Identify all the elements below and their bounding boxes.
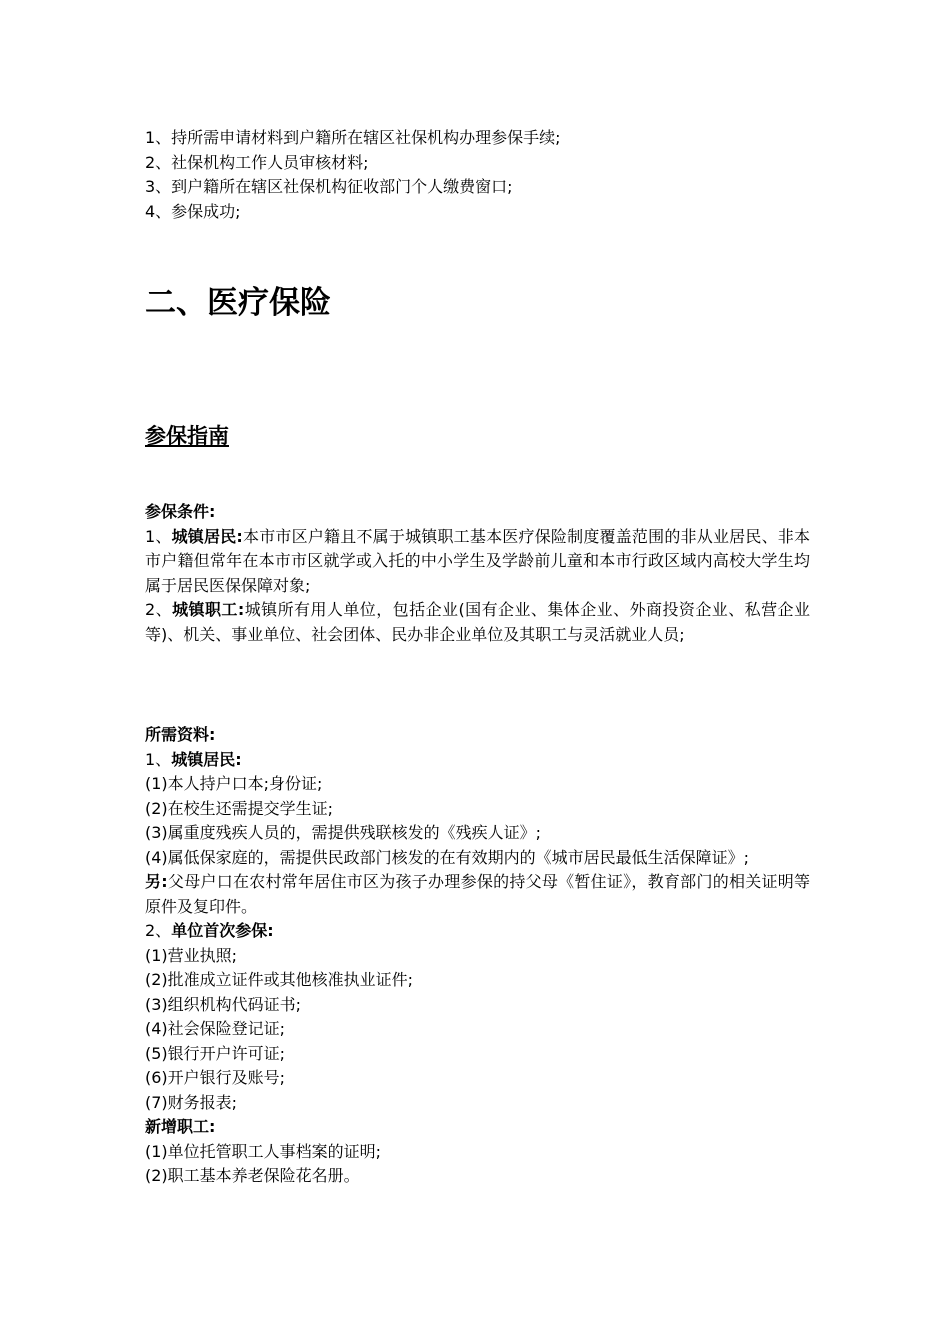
material-item: (2)批准成立证件或其他核准执业证件; [145,970,414,989]
conditions-heading: 参保条件: [145,502,216,521]
materials-heading: 所需资料: [145,725,216,744]
note-label: 另: [145,872,168,891]
first-unit-label: 单位首次参保: [171,921,274,940]
material-item: (4)社会保险登记证; [145,1019,286,1038]
condition-prefix: 1、 [145,526,172,546]
step-item: 4、参保成功; [145,201,241,221]
material-item: (1)本人持户口本;身份证; [145,774,323,793]
condition-label: 城镇居民: [171,526,243,546]
guide-title: 参保指南 [145,424,229,448]
process-steps [145,126,810,224]
condition-item [145,598,810,647]
residents-note [145,870,810,919]
material-item: (2)职工基本养老保险花名册。 [145,1166,360,1185]
material-item: (7)财务报表; [145,1092,238,1112]
materials-block [145,723,810,1189]
step-item: 1、持所需申请材料到户籍所在辖区社保机构办理参保手续; [145,128,561,147]
material-item: (3)属重度残疾人员的，需提供残联核发的《残疾人证》; [145,823,542,842]
material-item: (4)属低保家庭的，需提供民政部门核发的在有效期内的《城市居民最低生活保障证》; [145,847,750,867]
first-unit-prefix: 2、 [145,921,172,940]
step-item: 3、到户籍所在辖区社保机构征收部门个人缴费窗口; [145,177,513,196]
material-item: (3)组织机构代码证书; [145,994,302,1014]
condition-label: 城镇职工: [172,600,245,619]
note-text: 父母户口在农村常年居住市区为孩子办理参保的持父母《暂住证》，教育部门的相关证明等原件及复印件。 [145,872,810,916]
material-item: (6)开户银行及账号; [145,1068,286,1087]
section-title: 二、医疗保险 [145,285,331,321]
condition-prefix: 2、 [145,600,173,619]
new-employee-label: 新增职工: [145,1117,216,1136]
material-item: (5)银行开户许可证; [145,1043,286,1063]
condition-item [145,525,810,599]
residents-prefix: 1、 [145,749,172,769]
residents-label: 城镇居民: [171,749,242,769]
condition-text: 本市市区户籍且不属于城镇职工基本医疗保险制度覆盖范围的非从业居民、非本市户籍但常年在本市市区就学或入托的中小学生及学龄前儿童和本市行政区域内高校大学生均属于居民医保保障对象; [145,526,810,595]
material-item: (1)单位托管职工人事档案的证明; [145,1141,382,1161]
material-item: (2)在校生还需提交学生证; [145,798,334,818]
step-item: 2、社保机构工作人员审核材料; [145,152,369,172]
condition-text: 城镇所有用人单位，包括企业(国有企业、集体企业、外商投资企业、私营企业等)、机关、事业单位、社会团体、民办非企业单位及其职工与灵活就业人员; [145,600,810,644]
conditions-block [145,500,810,647]
material-item: (1)营业执照; [145,945,238,965]
